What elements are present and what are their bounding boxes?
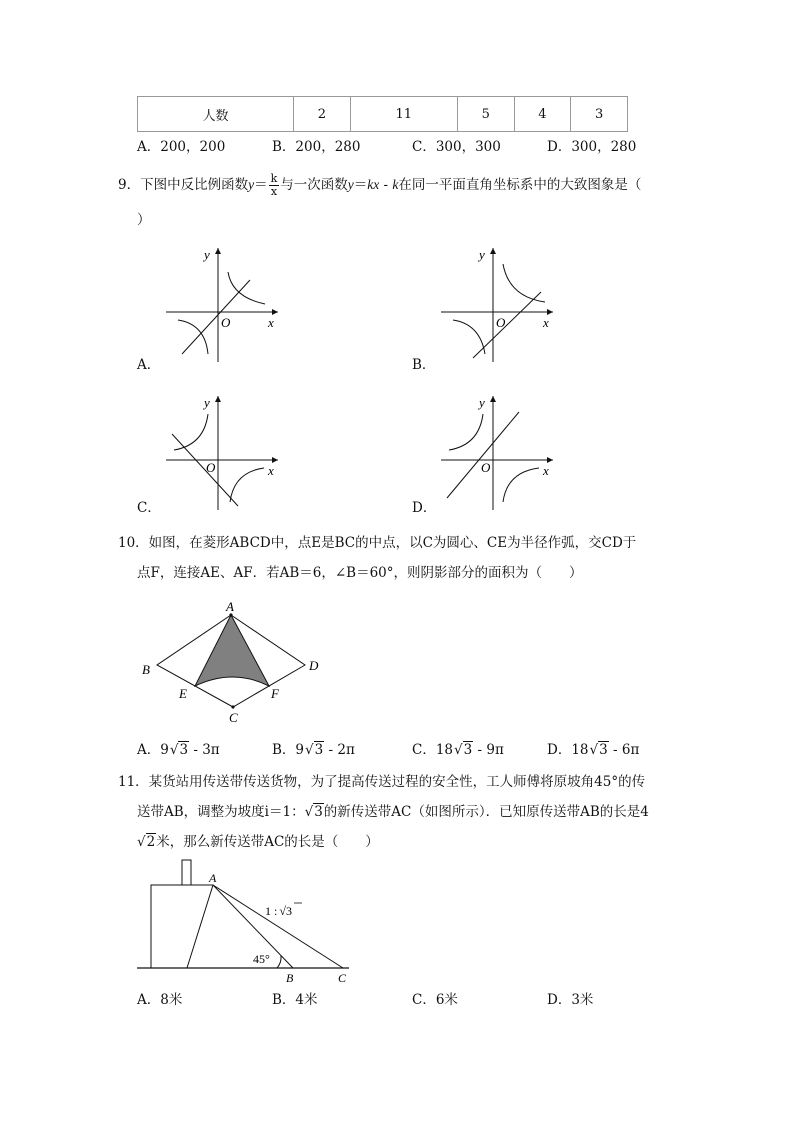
origin-label: O <box>481 460 491 475</box>
option-text: - 3π <box>189 742 220 758</box>
q8-option-d: D．300，280 <box>547 139 637 155</box>
option-text: B．9 <box>272 742 305 758</box>
point-c <box>231 705 234 708</box>
q9-question <box>118 173 641 198</box>
q8-option-a: A．200，200 <box>137 139 226 155</box>
q11-option-a: A．8米 <box>137 992 183 1008</box>
hyperbola-branch <box>449 414 483 450</box>
table-cell: 5 <box>457 97 514 132</box>
q9-var: y <box>347 177 354 192</box>
q9-text: ＝ <box>353 177 368 193</box>
chimney <box>182 860 191 885</box>
q11-question-line1: 11．某货站用传送带传送货物，为了提高传送过程的安全性，工人师傅将原坡角45°的传 <box>118 774 646 790</box>
q10-rhombus-figure <box>135 598 325 726</box>
q9-text: - <box>379 177 393 193</box>
y-axis-label: y <box>479 395 485 410</box>
slope-label: 1 : √3 <box>265 904 292 918</box>
q9-label-a: A． <box>137 357 161 373</box>
conveyor-ac <box>213 885 343 968</box>
y-axis-label: y <box>204 395 210 410</box>
label-a: A <box>209 871 217 885</box>
table-cell: 11 <box>350 97 457 132</box>
shaded-region <box>195 615 269 686</box>
q9-var: k <box>392 177 399 192</box>
origin-label: O <box>221 315 231 330</box>
x-axis-label: x <box>543 463 549 478</box>
q11-text: 送带AB，调整为坡度i＝1： <box>137 804 305 820</box>
table-cell: 2 <box>294 97 351 132</box>
option-text: - 2π <box>324 742 355 758</box>
q9-text: 与一次函数 <box>280 177 348 193</box>
angle-label: 45° <box>253 952 270 966</box>
q11-question-line3: √2米，那么新传送带AC的长是（ ） <box>137 834 379 850</box>
q11-text: 米，那么新传送带AC的长是（ ） <box>156 834 379 850</box>
hyperbola-branch <box>230 468 264 502</box>
table-header-cell: 人数 <box>138 97 294 132</box>
origin-label: O <box>496 315 506 330</box>
q9-text: 9．下图中反比例函数 <box>118 177 249 193</box>
origin-label: O <box>206 460 216 475</box>
radicand: 3 <box>599 742 608 758</box>
q10-question-line2: 点F，连接AE、AF．若AB＝6，∠B＝60°，则阴影部分的面积为（ ） <box>137 565 583 581</box>
q10-option-b: B．9√3 - 2π <box>272 742 355 758</box>
q9-fraction <box>269 173 280 198</box>
x-axis-label: x <box>268 463 274 478</box>
label-c: C <box>338 971 347 985</box>
q9-label-d: D． <box>412 500 437 516</box>
q9-var: kx <box>367 177 380 192</box>
q9-var: y <box>248 177 255 192</box>
q11-conveyor-figure <box>135 855 355 987</box>
label-d: D <box>309 658 319 673</box>
x-axis-label: x <box>268 315 274 330</box>
q10-option-a: A．9√3 - 3π <box>137 742 220 758</box>
label-b: B <box>286 971 294 985</box>
q11-option-c: C．6米 <box>412 992 458 1008</box>
q9-label-b: B． <box>412 357 436 373</box>
q10-question-line1: 10．如图，在菱形ABCD中，点E是BC的中点，以C为圆心、CE为半径作弧，交CD于 <box>118 535 637 551</box>
hyperbola-branch <box>503 264 545 302</box>
fraction-numerator: k <box>270 172 278 185</box>
q8-option-c: C．300，300 <box>412 139 501 155</box>
option-text: - 6π <box>608 742 640 758</box>
x-axis-label: x <box>543 315 549 330</box>
hyperbola-branch <box>453 320 485 354</box>
radicand: 2 <box>146 834 156 850</box>
radicand: 3 <box>463 742 473 758</box>
slope-radicand: 3 <box>285 904 292 918</box>
q9-graph-a <box>160 242 285 364</box>
option-text: A．9 <box>137 742 169 758</box>
hyperbola-branch <box>228 272 265 304</box>
label-c: C <box>229 710 238 725</box>
option-text: C．18 <box>412 742 454 758</box>
radicand: 3 <box>314 804 323 820</box>
angle-arc <box>277 956 281 968</box>
line-graph <box>172 434 238 506</box>
q11-option-b: B．4米 <box>272 992 318 1008</box>
option-text: D．18 <box>547 742 589 758</box>
q11-text: 的新传送带AC（如图所示）．已知原传送带AB的长是4 <box>323 804 649 820</box>
label-a: A <box>226 599 234 614</box>
table-cell: 4 <box>514 97 571 132</box>
table-cell: 3 <box>571 97 628 132</box>
q9-graph-b <box>435 242 560 364</box>
label-e: E <box>179 686 187 701</box>
hyperbola-branch <box>503 468 539 502</box>
q9-question-end: ） <box>137 212 151 228</box>
line-graph <box>473 292 541 358</box>
radicand: 3 <box>314 742 324 758</box>
q11-option-d: D．3米 <box>547 992 594 1008</box>
fraction-denominator: x <box>270 185 278 198</box>
q9-graph-c <box>160 390 285 512</box>
wall-edge <box>187 885 213 968</box>
q10-option-d: D．18√3 - 6π <box>547 742 640 758</box>
option-text: - 9π <box>473 742 504 758</box>
q9-label-c: C． <box>137 500 161 516</box>
y-axis-label: y <box>204 247 210 262</box>
building <box>151 885 213 968</box>
q10-option-c: C．18√3 - 9π <box>412 742 504 758</box>
radicand: 3 <box>179 742 189 758</box>
slope-ratio: 1 : <box>265 904 278 918</box>
hyperbola-branch <box>174 414 208 450</box>
label-f: F <box>271 686 279 701</box>
q11-question-line2: 送带AB，调整为坡度i＝1：√3的新传送带AC（如图所示）．已知原传送带AB的长是4 <box>137 804 649 820</box>
label-b: B <box>142 662 150 677</box>
data-table <box>137 96 628 132</box>
line-graph <box>182 280 250 354</box>
q9-text: 在同一平面直角坐标系中的大致图象是（ <box>398 177 642 193</box>
q9-graph-d <box>435 390 560 512</box>
y-axis-label: y <box>479 247 485 262</box>
q9-text: ＝ <box>254 177 268 193</box>
q8-option-b: B．200，280 <box>272 139 361 155</box>
table-row <box>138 97 628 132</box>
hyperbola-branch <box>178 320 208 354</box>
